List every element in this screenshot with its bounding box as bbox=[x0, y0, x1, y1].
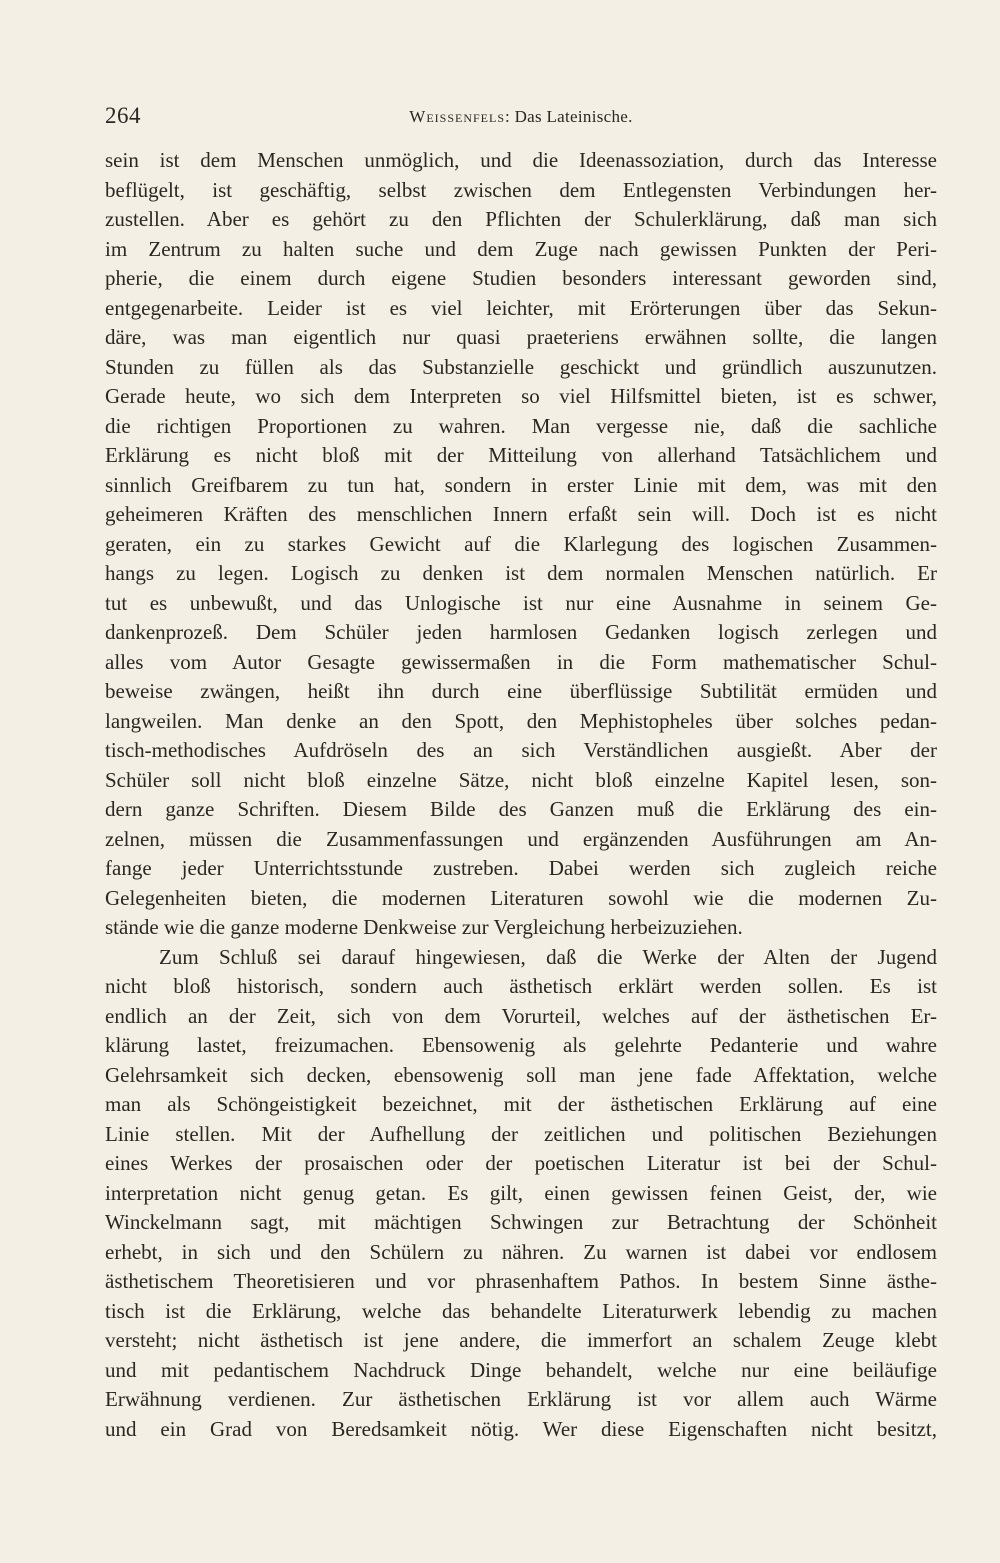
text-line: stände wie die ganze moderne Denkweise zur Vergleichung herbeizuziehen. bbox=[105, 915, 743, 939]
text-line: im Zentrum zu halten suche und dem Zuge nach gewissen Punkten der Peri- bbox=[105, 236, 937, 261]
text-line: klärung lastet, freizumachen. Ebensowenig als gelehrte Pedanterie und wahre bbox=[105, 1033, 937, 1057]
text-line: geheimeren Kräften des menschlichen Innern erfaßt sein will. Doch ist es nicht bbox=[105, 502, 937, 526]
text-line: Linie stellen. Mit der Aufhellung der zeitlichen und politischen Beziehungen bbox=[105, 1121, 937, 1146]
text-line: pherie, die einem durch eigene Studien besonders interessant geworden sind, bbox=[105, 266, 937, 290]
text-line: hangs zu legen. Logisch zu denken ist dem normalen Menschen natürlich. Er bbox=[105, 561, 937, 585]
body-text bbox=[105, 146, 937, 1444]
text-line: fange jeder Unterrichtsstunde zustreben. Dabei werden sich zugleich reiche bbox=[105, 856, 937, 880]
text-line: dern ganze Schriften. Diesem Bilde des Ganzen muß die Erklärung des ein- bbox=[105, 797, 937, 821]
text-line: Gelehrsamkeit sich decken, ebensowenig soll man jene fade Affektation, welche bbox=[105, 1062, 937, 1087]
text-line: und ein Grad von Beredsamkeit nötig. Wer diese Eigenschaften nicht besitzt, bbox=[105, 1416, 937, 1441]
page-number: 264 bbox=[105, 103, 141, 128]
text-line: tut es unbewußt, und das Unlogische ist nur eine Ausnahme in seinem Ge- bbox=[105, 590, 937, 615]
text-line: entgegenarbeite. Leider ist es viel leichter, mit Erörterungen über das Sekun- bbox=[105, 295, 937, 320]
text-line: zustellen. Aber es gehört zu den Pflichten der Schulerklärung, daß man sich bbox=[105, 207, 937, 231]
text-line: Winckelmann sagt, mit mächtigen Schwingen zur Betrachtung der Schönheit bbox=[105, 1210, 937, 1234]
text-line: beweise zwängen, heißt ihn durch eine überflüssige Subtilität ermüden und bbox=[105, 679, 937, 703]
text-line: beflügelt, ist geschäftig, selbst zwischen dem Entlegensten Verbindungen her- bbox=[105, 177, 937, 202]
text-line: däre, was man eigentlich nur quasi praeteriens erwähnen sollte, die langen bbox=[105, 325, 937, 349]
text-line: versteht; nicht ästhetisch ist jene andere, die immerfort an schalem Zeuge klebt bbox=[105, 1328, 937, 1352]
text-line: sein ist dem Menschen unmöglich, und die Ideenassoziation, durch das Interesse bbox=[105, 148, 937, 172]
text-line: Erklärung es nicht bloß mit der Mitteilung von allerhand Tatsächlichem und bbox=[105, 443, 937, 467]
text-line: tisch-methodisches Aufdröseln des an sich Verständlichen ausgießt. Aber der bbox=[105, 738, 937, 762]
text-line: interpretation nicht genug getan. Es gilt, einen gewissen feinen Geist, der, wie bbox=[105, 1180, 937, 1205]
text-line: Schüler soll nicht bloß einzelne Sätze, nicht bloß einzelne Kapitel lesen, son- bbox=[105, 767, 937, 792]
text-line: geraten, ein zu starkes Gewicht auf die Klarlegung des logischen Zusammen- bbox=[105, 531, 937, 556]
page-header bbox=[105, 103, 937, 137]
text-line: endlich an der Zeit, sich von dem Vorurteil, welches auf der ästhetischen Er- bbox=[105, 1003, 937, 1028]
text-line: eines Werkes der prosaischen oder der poetischen Literatur ist bei der Schul- bbox=[105, 1151, 937, 1175]
text-line-paragraph-start: Zum Schluß sei darauf hingewiesen, daß die Werke der Alten der Jugend bbox=[159, 944, 937, 969]
text-line: tisch ist die Erklärung, welche das behandelte Literaturwerk lebendig zu machen bbox=[105, 1298, 937, 1323]
text-line: Erwähnung verdienen. Zur ästhetischen Erklärung ist vor allem auch Wärme bbox=[105, 1387, 937, 1411]
text-line: ästhetischem Theoretisieren und vor phrasenhaftem Pathos. In bestem Sinne ästhe- bbox=[105, 1269, 937, 1293]
text-line: Stunden zu füllen als das Substanzielle geschickt und gründlich auszunutzen. bbox=[105, 354, 937, 379]
text-line: Gelegenheiten bieten, die modernen Literaturen sowohl wie die modernen Zu- bbox=[105, 885, 937, 910]
text-line: alles vom Autor Gesagte gewissermaßen in die Form mathematischer Schul- bbox=[105, 649, 937, 674]
text-line: Gerade heute, wo sich dem Interpreten so viel Hilfsmittel bieten, ist es schwer, bbox=[105, 384, 937, 408]
running-head bbox=[105, 107, 937, 127]
text-line: langweilen. Man denke an den Spott, den Mephistopheles über solches pedan- bbox=[105, 708, 937, 733]
text-line: sinnlich Greifbarem zu tun hat, sondern in erster Linie mit dem, was mit den bbox=[105, 472, 937, 497]
text-line: dankenprozeß. Dem Schüler jeden harmlosen Gedanken logisch zerlegen und bbox=[105, 620, 937, 644]
text-line: erhebt, in sich und den Schülern zu nähren. Zu warnen ist dabei vor endlosem bbox=[105, 1239, 937, 1264]
text-line: die richtigen Proportionen zu wahren. Man vergesse nie, daß die sachliche bbox=[105, 413, 937, 438]
running-head-author: Weissenfels bbox=[409, 107, 506, 126]
text-line: nicht bloß historisch, sondern auch ästhetisch erklärt werden sollen. Es ist bbox=[105, 974, 937, 998]
running-head-title: : Das Lateinische. bbox=[505, 107, 633, 126]
text-line: zelnen, müssen die Zusammenfassungen und ergänzenden Ausführungen am An- bbox=[105, 826, 937, 851]
text-line: man als Schöngeistigkeit bezeichnet, mit der ästhetischen Erklärung auf eine bbox=[105, 1092, 937, 1116]
text-line: und mit pedantischem Nachdruck Dinge behandelt, welche nur eine beiläufige bbox=[105, 1357, 937, 1382]
